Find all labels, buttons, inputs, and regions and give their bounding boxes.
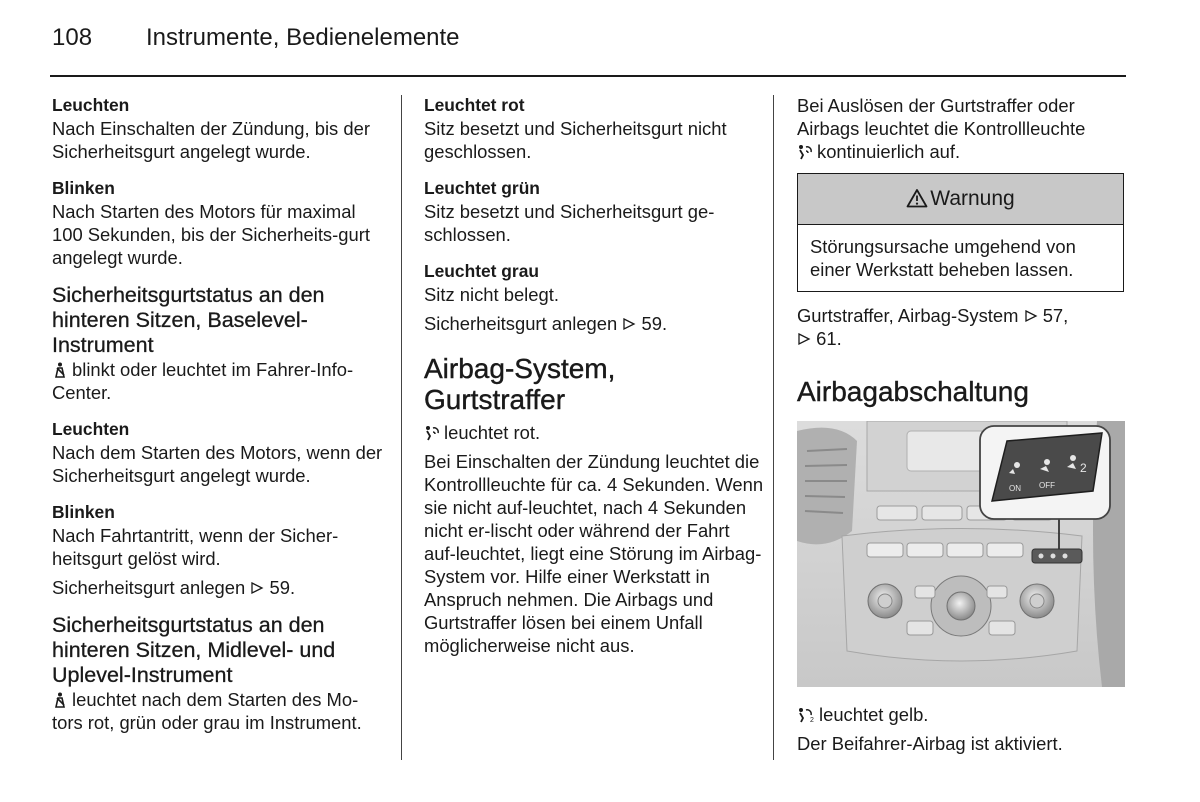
switch-label-off: OFF — [1039, 481, 1055, 490]
airbag-system-body: Bei Einschalten der Zündung leuchtet die Kontrollleuchte für ca. 4 Sekunden. Wenn sie nicht auf-leuchtet, nach 4 Sekunden nicht er-lischt oder während der Fahrt auf-leuchtet, liegt eine Störung im Airbag-System vor. Hilfe einer Werkstatt in Anspruch nehmen. Die Airbags und Gurtstraffer lösen bei einem Unfall möglicherweise nicht aus. — [424, 451, 764, 656]
section-heading-airbag-system: Airbag-System, Gurtstraffer — [424, 353, 616, 415]
seatbelt-rear-icon — [52, 692, 68, 708]
blinken-text: Nach Fahrtantritt, wenn der Sicher-heitsgurt gelöst wird. — [52, 525, 339, 569]
leuchten-text: Nach Einschalten der Zündung, bis der Sicherheitsgurt angelegt wurde. — [52, 118, 370, 162]
airbag-switch-callout — [980, 426, 1110, 519]
switch-label-on: ON — [1009, 484, 1021, 493]
section-heading-baselevel: Sicherheitsgurtstatus an den hinteren Sitzen, Baselevel-Instrument — [52, 283, 325, 357]
airbag-off-icon — [797, 707, 815, 723]
airbag-yellow-text: 2 leuchtet gelb. — [797, 703, 1127, 726]
airbag-icon — [424, 425, 440, 441]
blinken-text: Nach Starten des Motors für maximal 100 Sekunden, bis der Sicherheits-gurt angelegt wurde. — [52, 201, 370, 268]
seatbelt-rear-icon — [52, 362, 68, 378]
column-3 — [797, 94, 1127, 755]
page-number: 108 — [52, 24, 93, 51]
leuchtet-rot-label: Leuchtet rot — [424, 95, 525, 115]
leuchtet-rot-text: Sitz besetzt und Sicherheitsgurt nicht geschlossen. — [424, 118, 727, 162]
warning-header — [798, 174, 1123, 225]
warning-triangle-icon — [906, 188, 928, 208]
column-divider-2 — [773, 95, 774, 760]
leuchten-label: Leuchten — [52, 95, 130, 115]
column-divider-1 — [401, 95, 402, 760]
page-header — [52, 24, 460, 52]
svg-text:2: 2 — [810, 717, 814, 723]
page-title: Instrumente, Bedienelemente — [146, 24, 460, 51]
leuchtet-grau-label: Leuchtet grau — [424, 261, 539, 281]
column-1 — [52, 94, 388, 734]
leuchtet-gruen-label: Leuchtet grün — [424, 178, 540, 198]
page-reference-arrow-icon — [622, 317, 636, 331]
intro-text: Bei Auslösen der Gurtstraffer oder Airbags leuchtet die Kontrollleuchte kontinuierlich auf. — [797, 95, 1086, 162]
page-reference: Sicherheitsgurt anlegen 59. — [424, 313, 668, 334]
section-heading-airbagabschaltung: Airbagabschaltung — [797, 376, 1029, 407]
leuchten-label: Leuchten — [52, 419, 130, 439]
page-reference-arrow-icon — [797, 332, 811, 346]
header-rule — [50, 75, 1126, 77]
section-heading-midlevel: Sicherheitsgurtstatus an den hinteren Sitzen, Midlevel- und Uplevel-Instrument — [52, 613, 336, 687]
blinken-label: Blinken — [52, 502, 115, 522]
page-reference: Gurtstraffer, Airbag-System 57, 61. — [797, 305, 1069, 349]
page-reference: Sicherheitsgurt anlegen 59. — [52, 577, 296, 598]
baselevel-text: blinkt oder leuchtet im Fahrer-Info-Center. — [52, 359, 354, 403]
page-reference-arrow-icon — [1024, 309, 1038, 323]
page-reference-arrow-icon — [250, 581, 264, 595]
dashboard-photo — [797, 421, 1125, 687]
blinken-label: Blinken — [52, 178, 115, 198]
column-2 — [424, 94, 764, 657]
leuchten-text: Nach dem Starten des Motors, wenn der Sicherheitsgurt angelegt wurde. — [52, 442, 383, 486]
warning-box — [797, 173, 1124, 292]
midlevel-text: leuchtet nach dem Starten des Mo-tors rot, grün oder grau im Instrument. — [52, 689, 362, 733]
switch-label-2: 2 — [1080, 461, 1087, 475]
leuchtet-gruen-text: Sitz besetzt und Sicherheitsgurt ge-schlossen. — [424, 201, 715, 245]
leuchtet-grau-text: Sitz nicht belegt. — [424, 284, 559, 305]
airbag-icon — [797, 144, 813, 160]
warning-title: Warnung — [930, 187, 1015, 210]
warning-text: Störungsursache umgehend von einer Werkstatt beheben lassen. — [810, 236, 1076, 280]
passenger-airbag-text: Der Beifahrer-Airbag ist aktiviert. — [797, 733, 1063, 754]
airbag-icon-text: leuchtet rot. — [424, 421, 764, 444]
